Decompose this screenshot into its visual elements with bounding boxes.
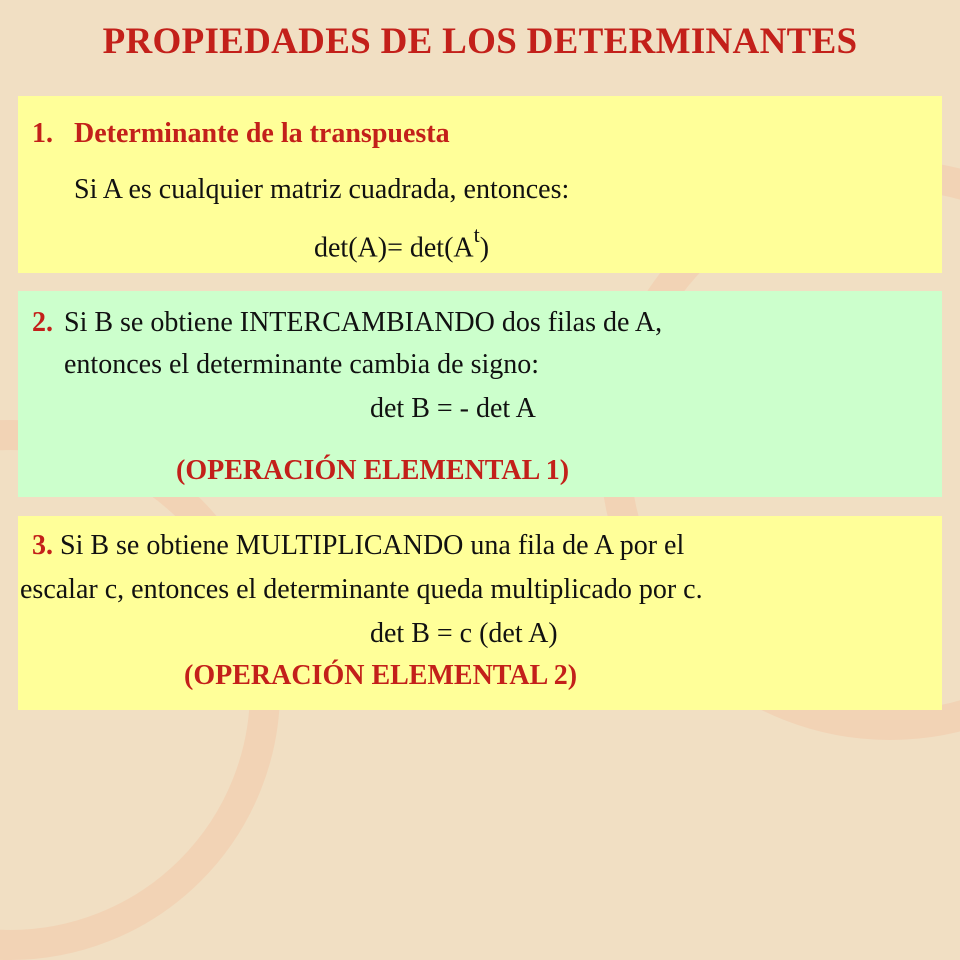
property-2-line-2: entonces el determinante cambia de signo:	[64, 349, 540, 380]
page-title: PROPIEDADES DE LOS DETERMINANTES	[102, 21, 858, 62]
formula-close: )	[479, 232, 490, 264]
property-1-number: 1.	[32, 118, 53, 149]
property-3-line-2: escalar c, entonces el determinante queda multiplicado por c.	[20, 574, 703, 605]
property-3-line-1: Si B se obtiene MULTIPLICANDO una fila de A por el	[60, 530, 685, 561]
formula-left: det(A)=	[314, 232, 403, 264]
property-3-box	[18, 516, 942, 710]
property-2-formula: det B = - det A	[370, 393, 536, 424]
property-1-text: Si A es cualquier matriz cuadrada, entonces:	[74, 174, 570, 205]
property-1-box	[18, 96, 942, 273]
property-2-line-1: Si B se obtiene INTERCAMBIANDO dos filas de A,	[64, 307, 663, 338]
property-3-formula: det B = c (det A)	[370, 618, 558, 649]
property-1-heading: Determinante de la transpuesta	[74, 118, 450, 149]
transpose-superscript: t	[473, 222, 480, 247]
property-2-operation: (OPERACIÓN ELEMENTAL 1)	[176, 455, 570, 486]
property-3-operation: (OPERACIÓN ELEMENTAL 2)	[184, 660, 578, 691]
property-2-box	[18, 291, 942, 497]
property-1-formula	[314, 222, 490, 264]
property-3-number: 3.	[32, 530, 53, 561]
property-2-number: 2.	[32, 307, 53, 338]
formula-right: det(A	[409, 232, 474, 264]
